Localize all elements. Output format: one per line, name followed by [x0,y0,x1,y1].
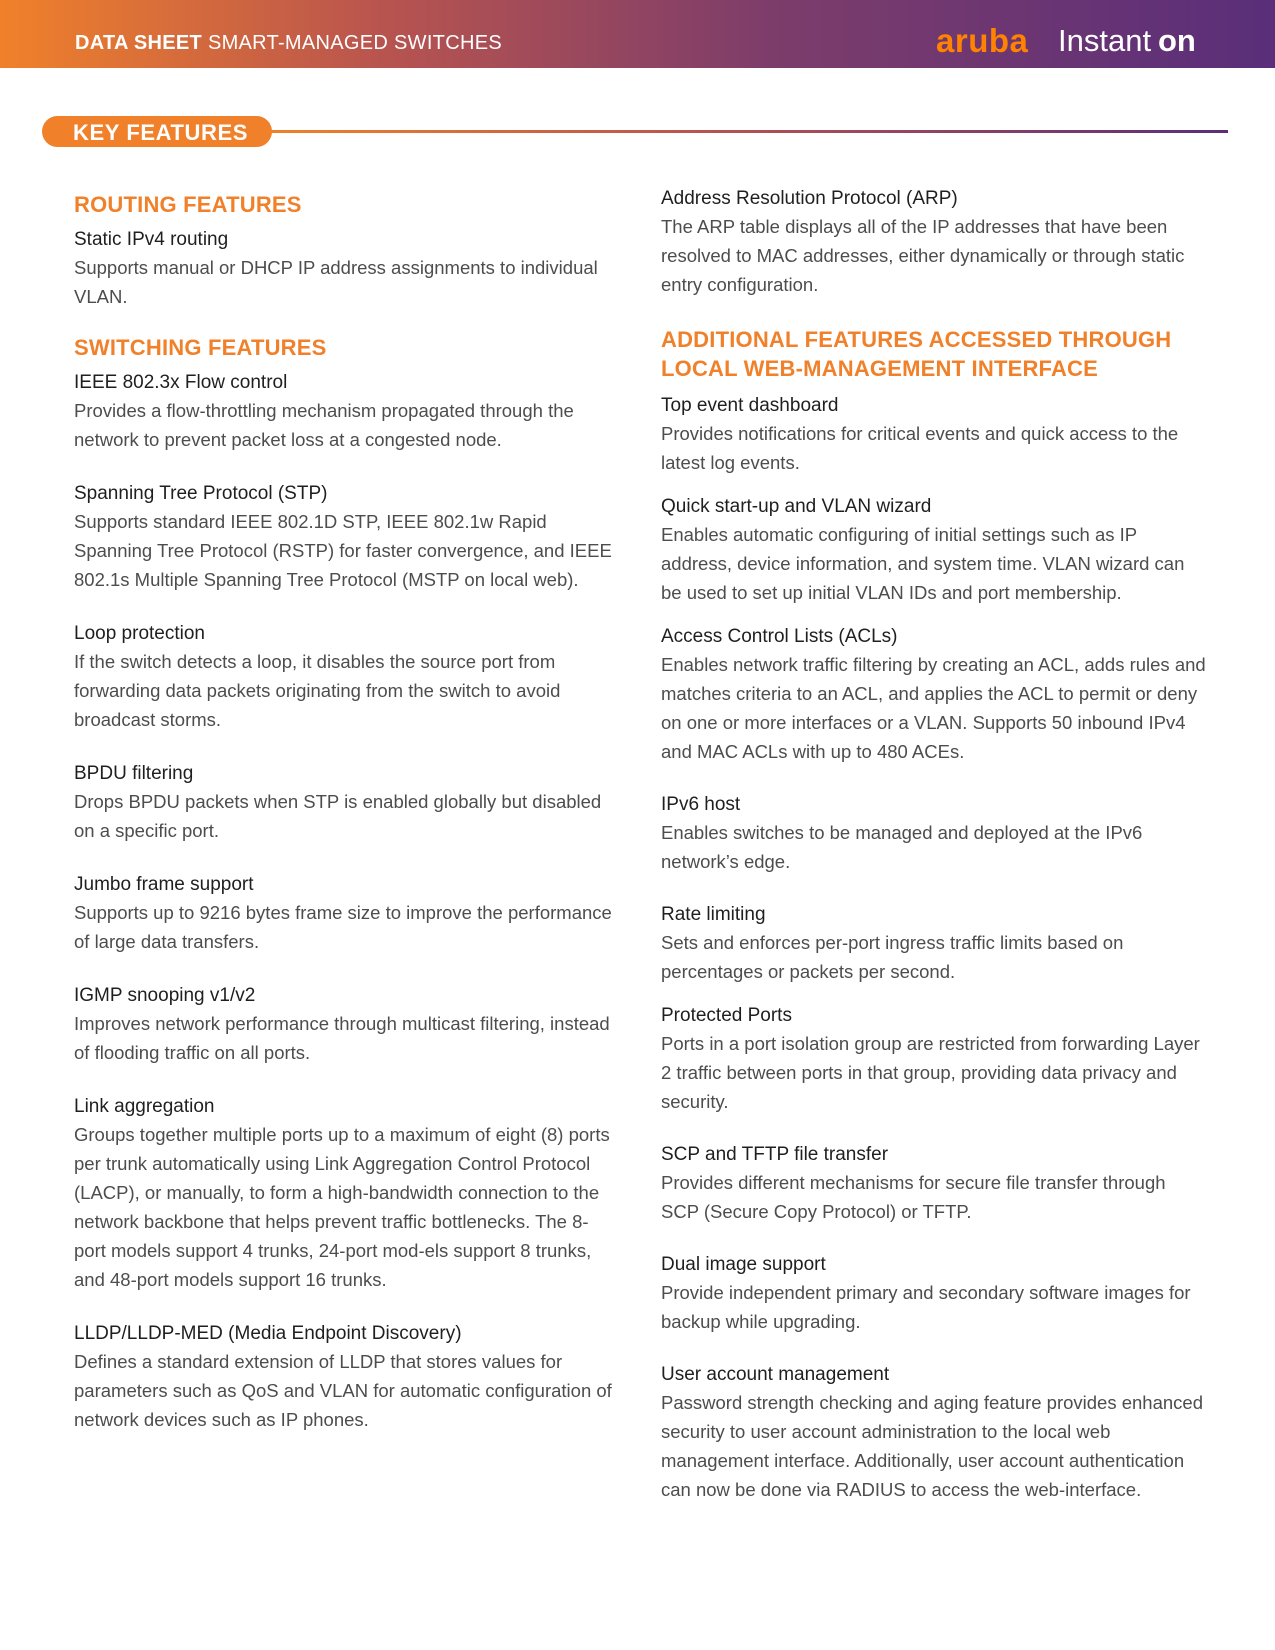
feature-lldp [74,1321,614,1434]
feature-stp [74,481,614,594]
additional-features-heading [661,325,1206,383]
feature-igmp-snooping [74,983,614,1067]
feature-jumbo-frame [74,872,614,956]
feature-scp-tftp [661,1142,1206,1226]
feature-top-event-dashboard [661,393,1206,477]
feature-loop-protection [74,621,614,734]
feature-description: Supports up to 9216 bytes frame size to improve the performance of large data transfers. [74,902,612,952]
feature-description: Enables automatic configuring of initial settings such as IP address, device information, and system time. VLAN wizard can be used to set up initial VLAN IDs and port membership. [661,524,1185,603]
logo-on-text: on [1158,23,1196,58]
feature-description: Improves network performance through multicast filtering, instead of flooding traffic on all ports. [74,1013,610,1063]
feature-protected-ports [661,1003,1206,1116]
feature-name: Loop protection [74,623,205,644]
logo-aruba-text: aruba [936,22,1029,59]
feature-description: Provide independent primary and secondary software images for backup while upgrading. [661,1282,1191,1332]
feature-link-aggregation [74,1094,614,1294]
feature-description: Drops BPDU packets when STP is enabled globally but disabled on a specific port. [74,791,602,841]
feature-vlan-wizard [661,494,1206,607]
feature-acls [661,624,1206,766]
feature-name: Protected Ports [661,1005,792,1026]
routing-features-heading: ROUTING FEATURES [74,192,302,217]
feature-name: Spanning Tree Protocol (STP) [74,483,328,504]
feature-ipv6-host [661,792,1206,876]
feature-description: The ARP table displays all of the IP addresses that have been resolved to MAC addresses, either dynamically or through static entry configuration. [661,216,1185,295]
logo-instant-text: Instant [1058,23,1152,58]
feature-description: Enables switches to be managed and deployed at the IPv6 network’s edge. [661,822,1143,872]
feature-description: Groups together multiple ports up to a maximum of eight (8) ports per trunk automatically using Link Aggregation Control Protocol (LACP), or manually, to form a high-bandwidth connection to the network backbone that helps prevent traffic bottlenecks. The 8-port models support 4 trunks, 24-port mod-els support 8 trunks, and 48-port models support 16 trunks. [74,1124,610,1290]
right-column [661,186,1206,1504]
feature-name: Quick start-up and VLAN wizard [661,496,932,517]
feature-name: Dual image support [661,1254,826,1275]
feature-name: Address Resolution Protocol (ARP) [661,188,958,209]
feature-name: IPv6 host [661,794,741,815]
feature-description: Supports manual or DHCP IP address assignments to individual VLAN. [74,257,598,307]
feature-bpdu-filtering [74,761,614,845]
feature-name: Top event dashboard [661,395,839,416]
feature-name: Rate limiting [661,904,766,925]
feature-user-account-management [661,1362,1206,1504]
document-title [75,32,502,55]
feature-description: Supports standard IEEE 802.1D STP, IEEE 802.1w Rapid Spanning Tree Protocol (RSTP) for faster convergence, and IEEE 802.1s Multiple Spanning Tree Protocol (MSTP on local web). [74,511,612,590]
feature-description: Sets and enforces per-port ingress traffic limits based on percentages or packets per second. [661,932,1124,982]
switching-features-heading: SWITCHING FEATURES [74,335,327,360]
feature-description: Provides notifications for critical events and quick access to the latest log events. [661,423,1179,473]
feature-name: User account management [661,1364,890,1385]
feature-name: Access Control Lists (ACLs) [661,626,898,647]
feature-description: Defines a standard extension of LLDP that stores values for parameters such as QoS and VLAN for automatic configuration of network devices such as IP phones. [74,1351,612,1430]
left-column [74,186,614,1434]
feature-description: Password strength checking and aging feature provides enhanced security to user account administration to the local web management interface. Additionally, user account authentication can now be done via RADIUS to access the web-interface. [661,1392,1203,1500]
feature-name: IEEE 802.3x Flow control [74,372,288,393]
feature-name: Static IPv4 routing [74,229,229,250]
document-type-label: DATA SHEET [75,32,203,54]
key-features-label: KEY FEATURES [73,120,249,145]
feature-name: LLDP/LLDP-MED (Media Endpoint Discovery) [74,1323,462,1344]
feature-description: Enables network traffic filtering by creating an ACL, adds rules and matches criteria to an ACL, and applies the ACL to permit or deny on one or more interfaces or a VLAN. Supports 50 inbound IPv4 and MAC ACLs with up to 480 ACEs. [661,654,1206,762]
document-subject-label: SMART-MANAGED SWITCHES [207,32,502,54]
feature-name: Link aggregation [74,1096,215,1117]
feature-static-ipv4-routing [74,227,614,311]
feature-arp [661,186,1206,299]
additional-heading-line2: LOCAL WEB-MANAGEMENT INTERFACE [661,356,1099,381]
additional-heading-line1: ADDITIONAL FEATURES ACCESSED THROUGH [661,327,1172,352]
feature-description: If the switch detects a loop, it disables the source port from forwarding data packets originating from the switch to avoid broadcast storms. [74,651,561,730]
feature-description: Ports in a port isolation group are restricted from forwarding Layer 2 traffic between ports in that group, providing data privacy and security. [661,1033,1200,1112]
key-features-banner [42,116,272,147]
feature-description: Provides a flow-throttling mechanism propagated through the network to prevent packet loss at a congested node. [74,400,574,450]
feature-name: IGMP snooping v1/v2 [74,985,256,1006]
aruba-instant-on-logo [936,22,1206,62]
feature-rate-limiting [661,902,1206,986]
feature-flow-control [74,370,614,454]
feature-name: SCP and TFTP file transfer [661,1144,889,1165]
page-header [0,0,1275,68]
feature-dual-image [661,1252,1206,1336]
feature-description: Provides different mechanisms for secure file transfer through SCP (Secure Copy Protocol) or TFTP. [661,1172,1166,1222]
feature-name: BPDU filtering [74,763,194,784]
feature-name: Jumbo frame support [74,874,254,895]
key-features-divider [268,130,1228,133]
